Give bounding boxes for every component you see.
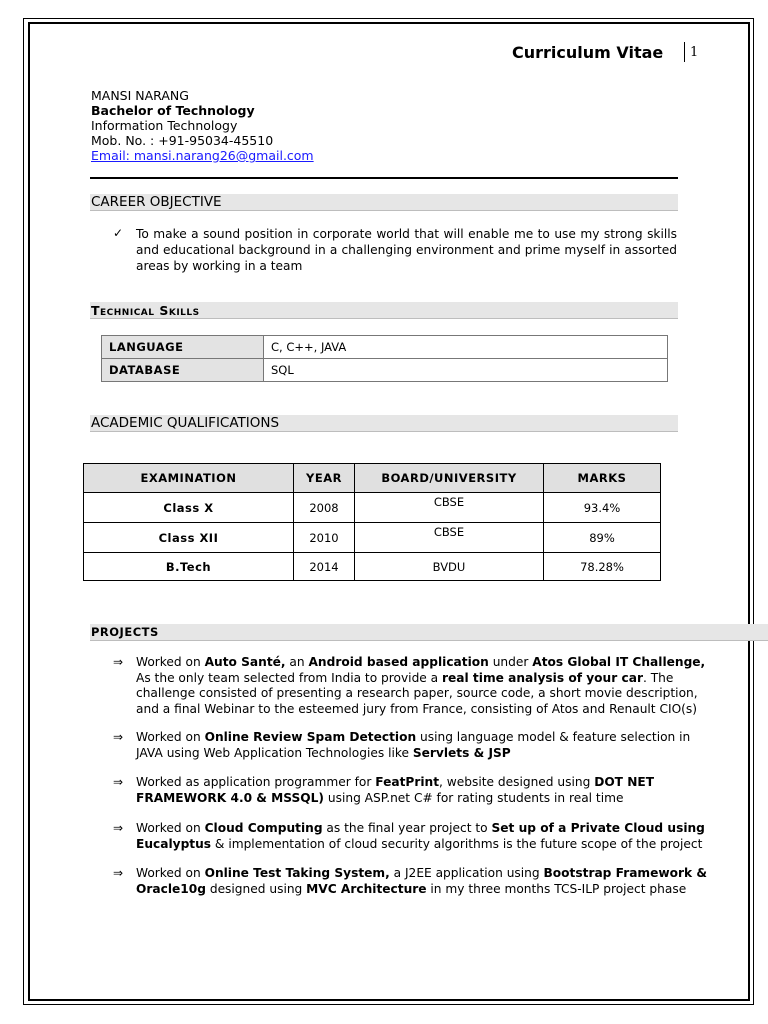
candidate-name: MANSI NARANG: [91, 88, 189, 103]
arrow-icon: ⇒: [113, 730, 124, 744]
table-row: [84, 523, 661, 553]
project-item: [113, 866, 733, 897]
marks-cell: 78.28%: [544, 553, 661, 581]
arrow-icon: ⇒: [113, 866, 124, 880]
col-board: BOARD/UNIVERSITY: [355, 464, 544, 493]
degree: Bachelor of Technology: [91, 103, 255, 118]
academic-heading: ACADEMIC QUALIFICATIONS: [90, 415, 678, 432]
marks-cell: 93.4%: [544, 493, 661, 523]
table-row: [102, 336, 668, 359]
arrow-icon: ⇒: [113, 821, 124, 835]
col-year: YEAR: [294, 464, 355, 493]
mobile-number: Mob. No. : +91-95034-45510: [91, 133, 274, 148]
board-cell: CBSE: [355, 493, 544, 523]
academic-table: [83, 463, 661, 581]
col-examination: EXAMINATION: [84, 464, 294, 493]
board-cell: BVDU: [355, 553, 544, 581]
project-text: Worked on Cloud Computing as the final year project to Set up of a Private Cloud using Eucalyptus & implementation of cloud security algorithms is the future scope of the project: [136, 821, 705, 851]
arrow-icon: ⇒: [113, 655, 124, 669]
skill-value: SQL: [264, 359, 668, 382]
project-text: Worked on Auto Santé, an Android based application under Atos Global IT Challenge, As the only team selected from India to provide a real time analysis of your car. The challenge consisted of presenting a research paper, source code, a short movie description, and a final Webinar to the esteemed jury from France, consisting of Atos and Renault CIO(s): [136, 655, 706, 716]
technical-skills-heading: Technical Skills: [90, 302, 678, 319]
projects-heading: PROJECTS: [90, 624, 768, 641]
year-cell: 2010: [294, 523, 355, 553]
skill-value: C, C++, JAVA: [264, 336, 668, 359]
exam-cell: Class X: [84, 493, 294, 523]
branch: Information Technology: [91, 118, 238, 133]
cv-title: Curriculum Vitae: [512, 43, 664, 62]
exam-cell: B.Tech: [84, 553, 294, 581]
year-cell: 2014: [294, 553, 355, 581]
skill-key: DATABASE: [102, 359, 264, 382]
skill-key: LANGUAGE: [102, 336, 264, 359]
project-item: [113, 775, 733, 806]
title-divider: [684, 42, 685, 62]
arrow-icon: ⇒: [113, 775, 124, 789]
marks-cell: 89%: [544, 523, 661, 553]
header-rule: [90, 177, 678, 179]
project-text: Worked on Online Review Spam Detection using language model & feature selection in JAVA using Web Application Technologies like Servlets & JSP: [136, 730, 691, 760]
check-icon: ✓: [113, 226, 124, 240]
career-objective-heading: CAREER OBJECTIVE: [90, 194, 678, 211]
col-marks: MARKS: [544, 464, 661, 493]
project-item: [113, 730, 733, 761]
project-text: Worked on Online Test Taking System, a J2EE application using Bootstrap Framework & Oracle10g designed using MVC Architecture in my three months TCS-ILP project phase: [136, 866, 708, 896]
email-link[interactable]: Email: mansi.narang26@gmail.com: [91, 148, 314, 163]
table-header-row: [84, 464, 661, 493]
exam-cell: Class XII: [84, 523, 294, 553]
career-objective-text: To make a sound position in corporate world that will enable me to use my strong skills and educational background in a challenging environment and prime myself in assorted areas by working in a team: [136, 227, 677, 273]
table-row: [102, 359, 668, 382]
project-text: Worked as application programmer for FeatPrint, website designed using DOT NET FRAMEWORK 4.0 & MSSQL) using ASP.net C# for rating students in real time: [136, 775, 655, 805]
project-item: [113, 821, 733, 852]
page-number: 1: [690, 45, 699, 60]
table-row: [84, 553, 661, 581]
table-row: [84, 493, 661, 523]
skills-table: [101, 335, 668, 382]
board-cell: CBSE: [355, 523, 544, 553]
project-item: [113, 655, 733, 717]
year-cell: 2008: [294, 493, 355, 523]
